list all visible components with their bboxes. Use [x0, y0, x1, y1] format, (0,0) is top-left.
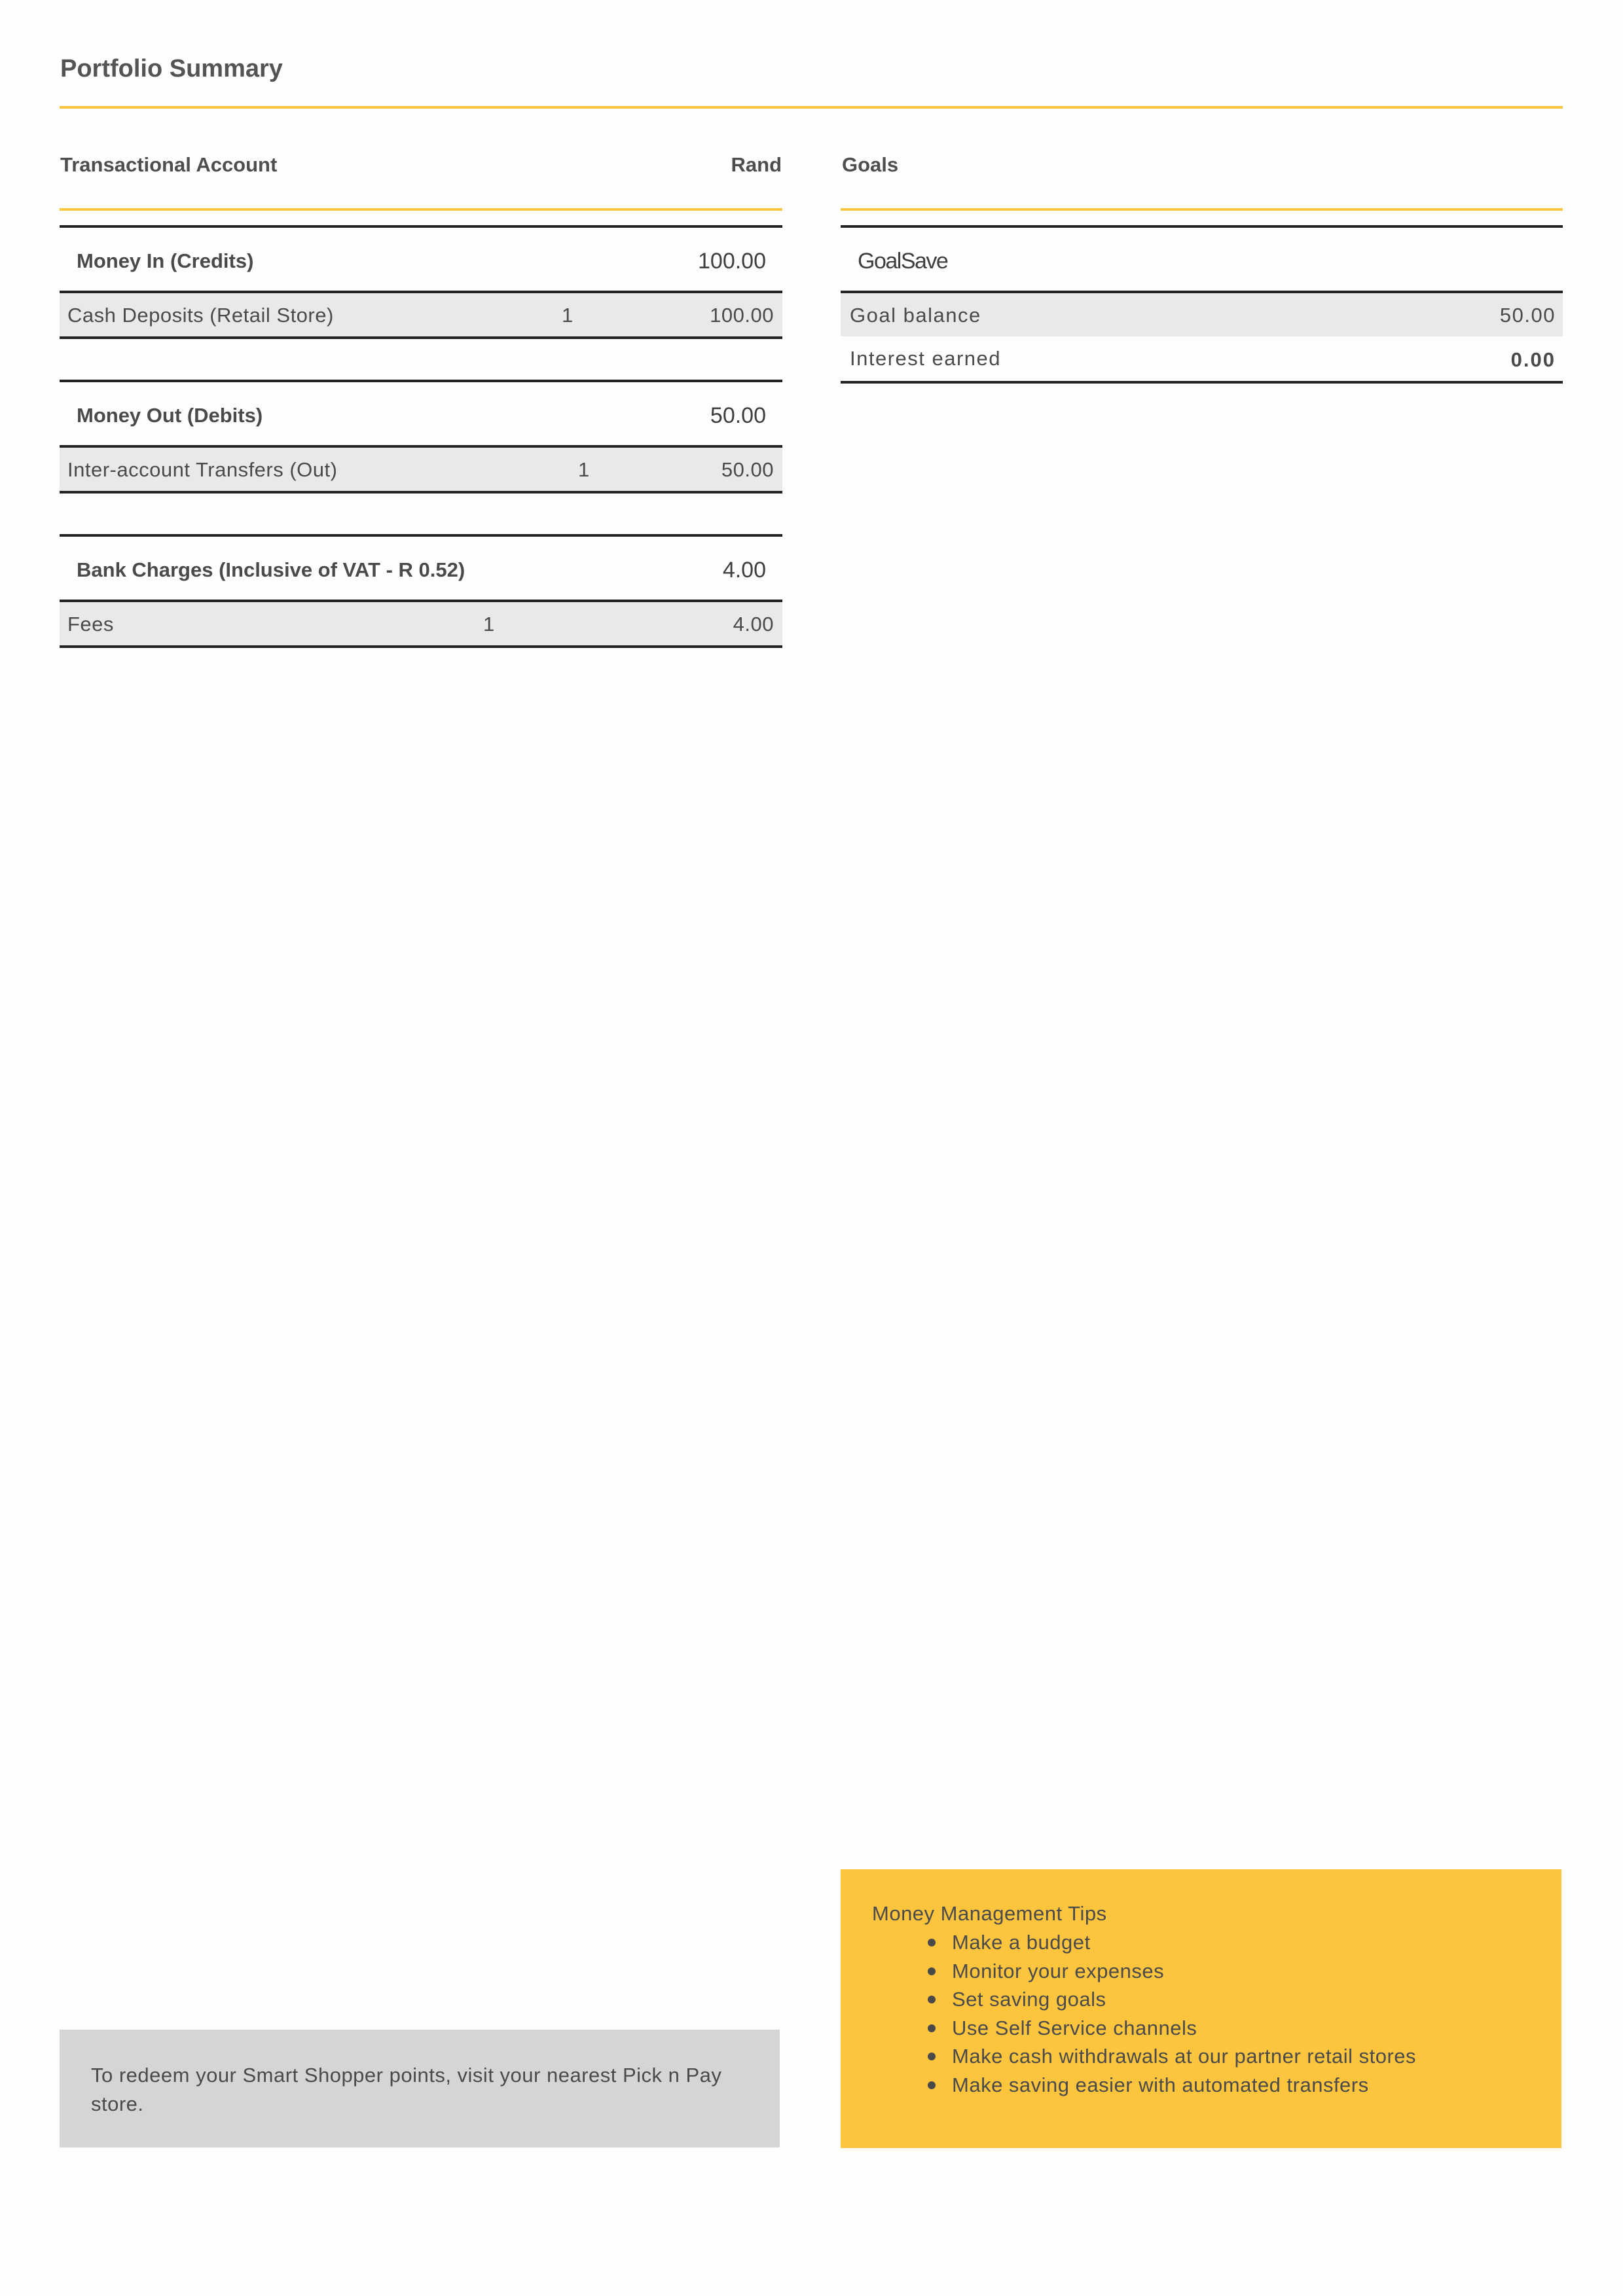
smart-shopper-note-text: To redeem your Smart Shopper points, visit your nearest Pick n Pay store. [91, 2064, 722, 2115]
table-row [60, 602, 782, 645]
money-out-total: 50.00 [710, 403, 766, 428]
page-title: Portfolio Summary [60, 55, 283, 82]
bank-charges-total: 4.00 [722, 558, 766, 583]
row-count: 1 [483, 613, 495, 636]
goals-bottom-rule [841, 381, 1563, 384]
smart-shopper-note [60, 2030, 780, 2147]
row-amount: 100.00 [710, 304, 774, 327]
transactional-divider [60, 208, 782, 211]
row-amount: 4.00 [733, 613, 774, 636]
money-out-bottom-rule [60, 491, 782, 493]
row-label: Fees [67, 613, 114, 636]
row-count: 1 [562, 304, 574, 327]
list-item: Make cash withdrawals at our partner retail stores [952, 2042, 1530, 2071]
tips-title: Money Management Tips [872, 1902, 1107, 1925]
table-row [841, 293, 1563, 336]
row-label: Interest earned [850, 347, 1002, 370]
currency-label: Rand [731, 153, 782, 176]
table-row [841, 336, 1563, 381]
money-out-title: Money Out (Debits) [77, 404, 263, 427]
row-amount: 50.00 [721, 458, 774, 481]
row-amount: 0.00 [1510, 348, 1556, 371]
bank-charges-bottom-rule [60, 645, 782, 648]
row-count: 1 [578, 458, 590, 481]
money-in-title: Money In (Credits) [77, 249, 254, 272]
goals-top-rule [841, 225, 1563, 228]
row-label: Goal balance [850, 304, 981, 327]
transactional-heading: Transactional Account [60, 153, 278, 176]
table-row [60, 293, 782, 336]
goals-divider [841, 208, 1563, 211]
list-item: Make saving easier with automated transfers [952, 2071, 1530, 2100]
list-item: Make a budget [952, 1928, 1530, 1957]
list-item: Set saving goals [952, 1985, 1530, 2014]
list-item: Use Self Service channels [952, 2014, 1530, 2043]
bank-charges-top-rule [60, 534, 782, 537]
goals-heading: Goals [842, 153, 899, 176]
money-in-bottom-rule [60, 336, 782, 339]
title-divider [60, 106, 1563, 109]
money-out-top-rule [60, 380, 782, 382]
bank-charges-title: Bank Charges (Inclusive of VAT - R 0.52) [77, 558, 465, 581]
money-in-top-rule [60, 225, 782, 228]
row-amount: 50.00 [1499, 304, 1556, 327]
table-row [60, 448, 782, 491]
tips-list [872, 1928, 1530, 2099]
goal-name: GoalSave [858, 249, 948, 274]
list-item: Monitor your expenses [952, 1957, 1530, 1986]
row-label: Cash Deposits (Retail Store) [67, 304, 334, 327]
money-tips-box [841, 1869, 1561, 2148]
money-in-total: 100.00 [698, 249, 766, 274]
row-label: Inter-account Transfers (Out) [67, 458, 338, 481]
